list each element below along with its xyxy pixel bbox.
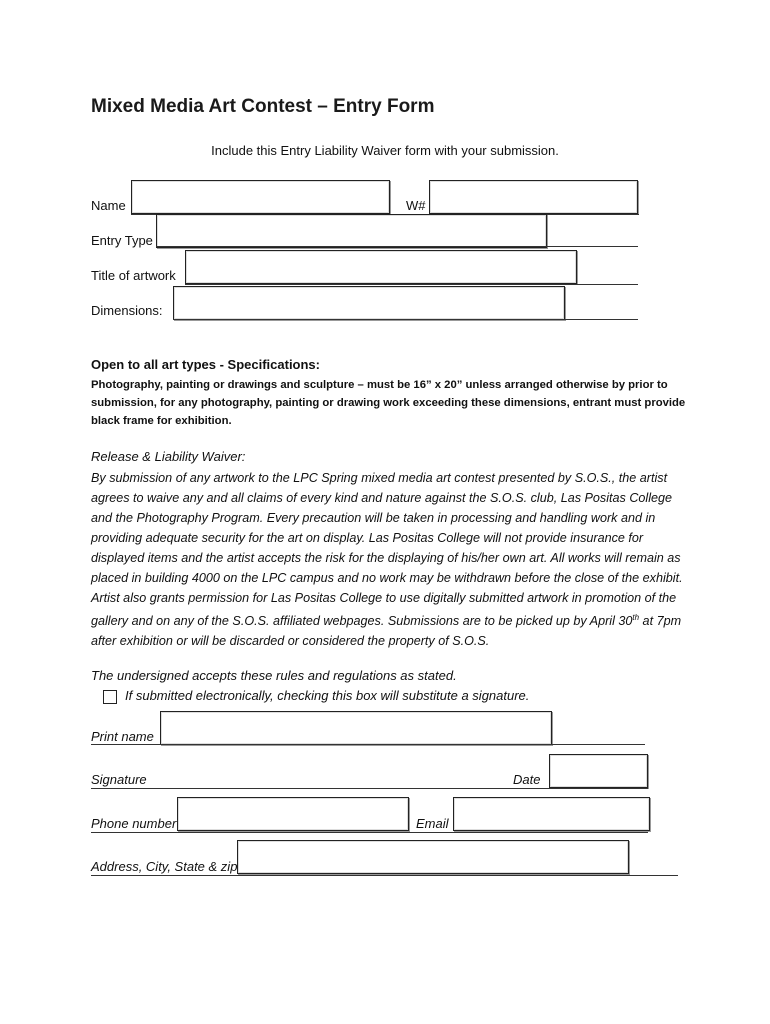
dimensions-label: Dimensions: [91,303,163,318]
electronic-signature-text: If submitted electronically, checking this box will substitute a signature. [125,688,530,703]
print-name-label: Print name [91,729,154,744]
entry-type-input[interactable] [156,214,547,248]
waiver-text-end: at 7pm after exhibition or will be discarded or considered the property of S.O.S. [91,614,682,649]
waiver-heading: Release & Liability Waiver: [91,449,246,464]
form-subtitle: Include this Entry Liability Waiver form with your submission. [211,143,559,158]
form-title: Mixed Media Art Contest – Entry Form [91,96,435,117]
signature-underline[interactable] [91,788,648,789]
waiver-text-sup: th [632,613,640,622]
name-label: Name [91,198,126,213]
address-input[interactable] [237,840,629,874]
dimensions-underline [173,319,638,320]
address-underline [91,875,678,876]
specs-text: Photography, painting or drawings and sculpture – must be 16” x 20” unless arranged otherwise by prior to submission, for any photography, painting or drawing work exceeding these dimensions, entrant must provide black frame for exhibition. [91,379,686,427]
dimensions-input[interactable] [173,286,565,320]
phone-number-input[interactable] [177,797,409,831]
name-input[interactable] [131,180,390,214]
signature-label: Signature [91,772,147,787]
w-number-input[interactable] [429,180,638,214]
entry-type-label: Entry Type [91,233,153,248]
title-of-artwork-label: Title of artwork [91,268,176,283]
undersigned-text: The undersigned accepts these rules and regulations as stated. [91,668,457,683]
email-label: Email [416,816,449,831]
address-label: Address, City, State & zip [91,859,238,874]
signature-checkbox[interactable] [103,690,117,704]
email-input[interactable] [453,797,650,831]
title-of-artwork-input[interactable] [185,250,577,284]
entry-type-underline [156,246,638,247]
title-of-artwork-underline [185,284,638,285]
waiver-text [91,468,691,651]
w-number-label: W# [406,198,426,213]
phone-number-label: Phone number [91,816,177,831]
waiver-text-main: By submission of any artwork to the LPC Spring mixed media art contest presented by S.O.S., the artist agrees to waive any and all claims of every kind and nature against the S.O.S. club, Las Positas College and the Photography Program. Every precaution will be taken in processing and handling work and in providing adequate security for the art on display. Las Positas College will not provide insurance for displayed items and the artist accepts the risk for the displaying of his/her own art. All works will remain as placed in building 4000 on the LPC campus and no work may be withdrawn before the close of the exhibit. Artist also grants permission for Las Positas College to use digitally submitted artwork in promotion of the gallery and on any of the S.O.S. affiliated webpages. Submissions are to be picked up by April 30 [91,471,683,629]
date-input[interactable] [549,754,648,788]
date-label: Date [513,772,541,787]
print-name-underline [91,744,645,745]
specs-heading: Open to all art types - Specifications: [91,357,320,372]
print-name-input[interactable] [160,711,552,745]
phone-email-underline [91,832,648,833]
